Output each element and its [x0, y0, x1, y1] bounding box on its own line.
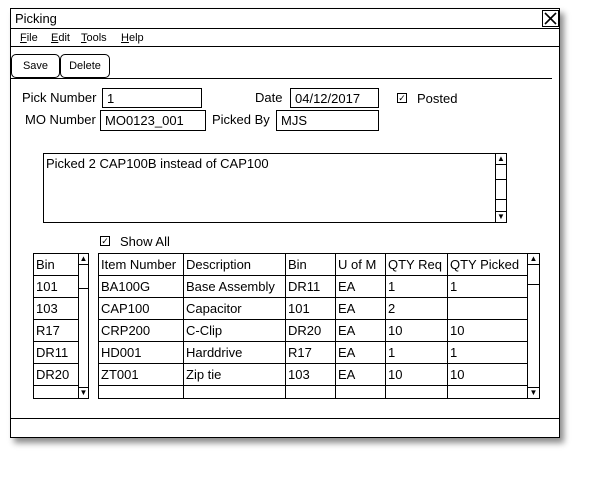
- column-header-bin[interactable]: Bin: [288, 257, 307, 272]
- bin-list-item[interactable]: DR20: [36, 367, 70, 382]
- close-icon: [543, 11, 558, 26]
- cell-bin: R17: [288, 345, 312, 360]
- notes-textarea[interactable]: [43, 153, 507, 223]
- cell-uom: EA: [338, 301, 356, 316]
- menu-help[interactable]: Help: [121, 32, 144, 44]
- toolbar-divider: [11, 78, 552, 79]
- table-row[interactable]: [99, 298, 527, 319]
- pick-number-field[interactable]: 1: [102, 88, 202, 108]
- scroll-up-icon[interactable]: ▲: [79, 254, 88, 263]
- bin-list-scrollbar[interactable]: [78, 254, 88, 398]
- menu-edit[interactable]: Edit: [51, 32, 70, 44]
- cell-qty-picked[interactable]: 10: [450, 323, 465, 338]
- window-title: Picking: [15, 11, 57, 26]
- scroll-down-icon[interactable]: ▼: [529, 388, 538, 397]
- check-icon: ✓: [101, 235, 109, 246]
- posted-checkbox[interactable]: [397, 93, 407, 103]
- scroll-up-icon[interactable]: ▲: [497, 154, 505, 163]
- table-row[interactable]: [99, 320, 527, 341]
- bin-list-item[interactable]: R17: [36, 323, 60, 338]
- show-all-label: Show All: [120, 234, 170, 249]
- menu-divider: [11, 46, 560, 47]
- cell-qty-req: 2: [388, 301, 396, 316]
- table-row[interactable]: [99, 364, 527, 385]
- picked-by-label: Picked By: [212, 112, 270, 127]
- cell-description: Base Assembly: [186, 279, 275, 294]
- notes-text: Picked 2 CAP100B instead of CAP100: [46, 156, 269, 171]
- cell-uom: EA: [338, 279, 356, 294]
- picked-by-field[interactable]: MJS: [276, 110, 379, 131]
- items-table[interactable]: [98, 253, 540, 399]
- pick-number-label: Pick Number: [22, 90, 97, 105]
- scroll-down-icon[interactable]: ▼: [79, 388, 88, 397]
- cell-item-number: ZT001: [101, 367, 139, 382]
- cell-uom: EA: [338, 323, 356, 338]
- column-header-qty-picked[interactable]: QTY Picked: [450, 257, 520, 272]
- bin-list-item[interactable]: 103: [36, 301, 58, 316]
- bin-list-header: Bin: [36, 257, 55, 272]
- cell-qty-picked[interactable]: 1: [450, 345, 458, 360]
- cell-qty-picked[interactable]: [448, 298, 526, 319]
- cell-item-number: BA100G: [101, 279, 151, 294]
- scroll-down-icon[interactable]: ▼: [497, 212, 505, 221]
- cell-qty-picked[interactable]: 1: [450, 279, 458, 294]
- scroll-up-icon[interactable]: ▲: [529, 254, 538, 263]
- check-icon: ✓: [398, 92, 406, 103]
- cell-item-number: CAP100: [101, 301, 150, 316]
- notes-scrollbar[interactable]: [495, 154, 506, 222]
- column-header-description[interactable]: Description: [186, 257, 252, 272]
- cell-uom: EA: [338, 367, 356, 382]
- bin-list-item[interactable]: DR11: [36, 345, 69, 360]
- cell-bin: 103: [288, 367, 310, 382]
- cell-qty-req: 10: [388, 323, 403, 338]
- close-button[interactable]: [542, 10, 559, 27]
- mo-number-field[interactable]: MO0123_001: [100, 110, 206, 131]
- cell-qty-req: 10: [388, 367, 403, 382]
- bin-list[interactable]: [33, 253, 89, 399]
- delete-button[interactable]: Delete: [60, 54, 110, 78]
- status-bar: [11, 419, 560, 437]
- cell-qty-req: 1: [388, 345, 396, 360]
- cell-qty-req: 1: [388, 279, 396, 294]
- cell-uom: EA: [338, 345, 356, 360]
- title-divider: [11, 28, 560, 29]
- menu-tools[interactable]: Tools: [81, 32, 107, 44]
- date-label: Date: [255, 90, 283, 105]
- posted-label: Posted: [417, 91, 458, 106]
- cell-item-number: HD001: [101, 345, 142, 360]
- cell-bin: DR20: [288, 323, 322, 338]
- bin-list-item[interactable]: 101: [36, 279, 58, 294]
- table-row[interactable]: [99, 276, 527, 297]
- cell-bin: DR11: [288, 279, 321, 294]
- table-row[interactable]: [99, 342, 527, 363]
- show-all-checkbox[interactable]: [100, 236, 110, 246]
- cell-item-number: CRP200: [101, 323, 151, 338]
- menu-file[interactable]: File: [20, 32, 38, 44]
- save-button[interactable]: Save: [11, 54, 60, 78]
- cell-description: Harddrive: [186, 345, 243, 360]
- mo-number-label: MO Number: [25, 112, 96, 127]
- date-field[interactable]: 04/12/2017: [290, 88, 379, 108]
- cell-qty-picked[interactable]: 10: [450, 367, 465, 382]
- column-header-qty-req[interactable]: QTY Req: [388, 257, 442, 272]
- column-header-item-number[interactable]: Item Number: [101, 257, 177, 272]
- items-table-scrollbar[interactable]: [527, 254, 539, 398]
- column-header-uom[interactable]: U of M: [338, 257, 377, 272]
- cell-description: Zip tie: [186, 367, 222, 382]
- cell-description: C-Clip: [186, 323, 223, 338]
- cell-description: Capacitor: [186, 301, 242, 316]
- cell-bin: 101: [288, 301, 310, 316]
